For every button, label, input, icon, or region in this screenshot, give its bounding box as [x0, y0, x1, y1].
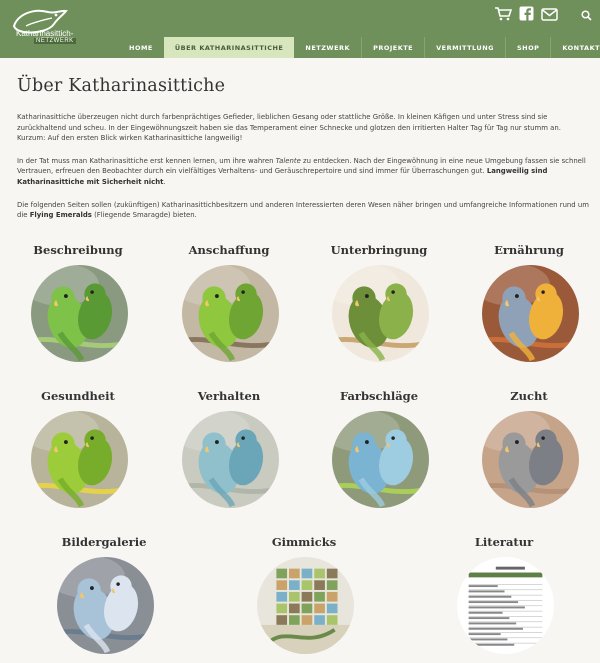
topic-image[interactable]	[482, 265, 579, 362]
cart-icon[interactable]	[494, 6, 512, 25]
topic-title[interactable]: Literatur	[474, 535, 534, 549]
topic-title[interactable]: Beschreibung	[33, 243, 123, 257]
topic-card-3[interactable]	[474, 243, 584, 257]
topic-image[interactable]	[482, 411, 579, 508]
topic-card-6[interactable]	[324, 389, 434, 403]
topic-title[interactable]: Bildergalerie	[61, 535, 147, 549]
topic-title[interactable]: Gesundheit	[41, 389, 115, 403]
nav-item-0[interactable]: HOME	[129, 43, 153, 52]
intro-paragraph-2	[17, 156, 589, 188]
topic-image[interactable]	[31, 265, 128, 362]
paragraph-2-text-b: zu entdecken. Nach der Eingewöhnung in eine neue Umgebung fassen sie schnell Vertrauen, erfreuen den Beobachter durch ein vielfältiges Verhaltens- und Geräuschrepertoire und sind immer für Überraschungen gut.	[17, 156, 586, 176]
topic-image[interactable]	[332, 411, 429, 508]
topic-card-7[interactable]	[474, 389, 584, 403]
main-content	[17, 62, 589, 221]
topic-title[interactable]: Ernährung	[494, 243, 564, 257]
topic-title[interactable]: Gimmicks	[271, 535, 337, 549]
intro-paragraph-3	[17, 200, 589, 221]
nav-item-4[interactable]: VERMITTLUNG	[424, 37, 505, 58]
site-header	[0, 0, 600, 58]
topic-image[interactable]	[57, 557, 154, 654]
paragraph-3-text-a: Die folgenden Seiten sollen (zukünftigen) Katharinasittichbesitzern und anderen Interessierten deren Wesen näher bringen und umfangreiche Informationen rund um die	[17, 200, 589, 220]
facebook-icon[interactable]	[519, 6, 534, 25]
nav-item-6[interactable]: KONTAKT	[550, 37, 600, 58]
logo-text: Katharinasittich-	[16, 29, 74, 38]
nav-item-1[interactable]: ÜBER KATHARINASITTICHE	[164, 37, 295, 58]
topic-title[interactable]: Farbschläge	[339, 389, 419, 403]
intro-paragraph-1: Katharinasittiche überzeugen nicht durch farbenprächtiges Gefieder, lieblichen Gesang oder stattliche Größe. In kleinen Käfigen und unter Stress sind sie zurückhaltend und scheu. In der Eingewöhnungszeit haben sie das Temperament einer Schnecke und glotzen den irritierten Halter Tag für Tag nur stumm an. Kurzum: Auf den ersten Blick wirken Katharinasittiche langweilig!	[17, 113, 561, 143]
page-title: Über Katharinasittiche	[17, 76, 226, 96]
paragraph-2-talente: Talente	[275, 156, 301, 165]
topic-card-10[interactable]	[449, 535, 559, 549]
paragraph-3-flying-emeralds: Flying Emeralds	[29, 211, 92, 220]
topic-image[interactable]	[257, 557, 354, 654]
nav-item-5[interactable]: SHOP	[505, 37, 550, 58]
topic-card-8[interactable]	[49, 535, 159, 549]
topic-card-9[interactable]	[249, 535, 359, 549]
mail-icon[interactable]	[541, 6, 558, 25]
paragraph-2-text-a: In der Tat muss man Katharinasittiche erst kennen lernen, um ihre wahren	[17, 156, 276, 165]
topic-card-1[interactable]	[174, 243, 284, 257]
topic-title[interactable]: Unterbringung	[330, 243, 428, 257]
paragraph-2-end: .	[163, 177, 166, 186]
topic-image[interactable]	[182, 411, 279, 508]
search-icon[interactable]	[581, 6, 592, 25]
topic-card-5[interactable]	[174, 389, 284, 403]
paragraph-2-strong: Langweilig sind Katharinasittiche mit Sicherheit nicht	[17, 167, 548, 186]
topic-title[interactable]: Zucht	[510, 389, 548, 403]
topic-card-2[interactable]	[324, 243, 434, 257]
main-navigation	[118, 37, 600, 58]
header-icons	[494, 7, 592, 23]
logo-subtitle: NETZWERK	[36, 38, 74, 44]
topic-image[interactable]	[457, 557, 554, 654]
topic-title[interactable]: Anschaffung	[188, 243, 270, 257]
nav-item-3[interactable]: PROJEKTE	[361, 37, 424, 58]
topic-image[interactable]	[182, 265, 279, 362]
topic-image[interactable]	[332, 265, 429, 362]
paragraph-3-text-b: (Fliegende Smaragde) bieten.	[91, 211, 197, 220]
nav-item-2[interactable]: NETZWERK	[305, 43, 351, 52]
topic-card-4[interactable]	[23, 389, 133, 403]
topic-card-0[interactable]	[23, 243, 133, 257]
topic-title[interactable]: Verhalten	[197, 389, 261, 403]
topic-image[interactable]	[31, 411, 128, 508]
